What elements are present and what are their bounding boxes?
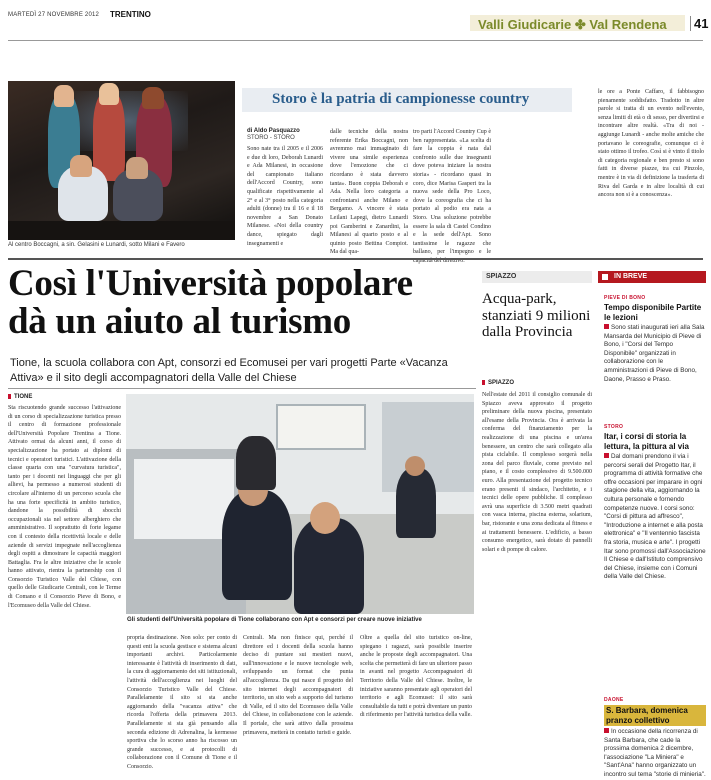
- article-column: propria destinazione. Non solo: per conto di questi enti la scuola gestisce e sistema alcuni importanti archivi. Particolarmente interessante è l'attività di inserimento di dati, la cura di aggiornamento dei siti istituzionali, l'attività dell'accoglienza nei luoghi del Consorzio Turistico Valle del Chiese. Parallelamente il sito si sta anche aggiornando della "vacanza attiva" che ricorda l'offerta della primavera 2013. Parallelamente si sta già pensando alla seconda edizione di Adrenalina, la kermesse sportiva che lo scorso anno ha riscosso un grande successo, e ai protocolli di collaborazione con il Comune di Tione e il Consorzio.: [127, 635, 237, 770]
- page-header: [0, 0, 711, 40]
- article-column: Centrali. Ma non finisce qui, perché il direttore ed i docenti della scuola hanno deciso di puntare sui mestieri nuovi, sull'innovazione e le nuove tecnologie web, sviluppando un format che punta all'accoglienza. Da qui nasce il progetto del sito internet degli accompagnatori di territorio, un sito web a supporto del turismo di Valle, ed il sito del Ecomuseo della Valle del Chiese, in collaborazione con le aziende. Il portale, che sarà attivo dalla prossima primavera, metterà in contatto turisti e guide.: [243, 635, 353, 736]
- article-column: Oltre a quella del sito turistico on-line, spiegano i ragazzi, sarà possibile inserire anche le proposte degli accompagnatori. Una scelta che permetterà di fare un ulteriore passo in avanti nel progetto Accompagnatori di Territorio della Valle del Chiese. Inoltre, le iniziative saranno presentate agli operatori del territorio e agli Ecomusei: il sito sarà consultabile da tutti e potrà diventare un punto di riferimento per l'attività turistica della valle.: [360, 635, 472, 719]
- student-figure: [236, 436, 276, 490]
- classroom-photo: [126, 394, 474, 614]
- photo-caption: Al centro Boccagni, a sin. Gelasini e Lunardi, sotto Milani e Favero: [8, 242, 185, 248]
- brief-text-body: In occasione della ricorrenza di Santa Barbara, che cade la prossima domenica 2 dicembre, l'associazione "La Miniera" e "Sant'Ana" hanno organizzato un incontro sul tema "storie di minieria".: [604, 728, 706, 778]
- brief-text-body: Sono stati inaugurati ieri alla Sala Mansarda del Municipio di Pieve di Bono, i "Corsi del Tempo Disponibile" organizzati in collaborazione con le amministrazioni di Pieve di Bono, Daone, Prasso e Praso.: [604, 324, 705, 383]
- brief-title: S. Barbara, domenica pranzo collettivo: [604, 705, 706, 726]
- subhead-rule: [8, 388, 476, 389]
- dancer-head: [126, 157, 148, 179]
- section-divider: [8, 258, 703, 260]
- dancer-head: [142, 87, 164, 109]
- headline-line: dà un aiuto al turismo: [8, 301, 351, 342]
- floor-shadow: [8, 221, 235, 240]
- brief-text: [604, 453, 706, 691]
- whiteboard: [276, 404, 366, 450]
- dateline: SPIAZZO: [482, 380, 514, 386]
- student-figure: [222, 490, 292, 600]
- byline-author: di Aldo Pasquazzo: [247, 128, 300, 134]
- article-column: le ore a Ponte Caffaro, il fabbisogno pienamente soddisfatto. Tradotto in altre parole si tratta di un evento nell'evento, senza limiti di età o di sesso, per divertirsi e incontrare altre realtà. «Tra di noi - aggiunge Lunardi - anche molte amiche che portavano le coreografie, comunque ci è stato ottimo il trofeo. Così si è vinto il titolo di categoria regionale e ben presto si sono fatti in diverse piazze, tra cui Pinzolo, mentre è in via di definizione la trasferta di Riva del Garda e in altre località di cui ancora non si è a conoscenza».: [598, 89, 704, 199]
- brief-title: Itar, i corsi di storia la lettura, la pittura al via: [604, 432, 689, 451]
- dateline: TIONE: [8, 394, 32, 400]
- side-story-label: [482, 271, 592, 283]
- brief-title: Tempo disponibile Partite le lezioni: [604, 303, 702, 322]
- square-bullet-icon: [604, 728, 609, 733]
- story-title-bar: [242, 88, 572, 112]
- square-bullet-icon: [604, 324, 609, 329]
- square-bullet-icon: [604, 453, 609, 458]
- dancer-head: [70, 155, 92, 177]
- article-column: tro parti l'Accord Country Cup è ben rappresentata. «La scelta di fare la coppia è nata dal confronto sulle due insegnanti dove poteva iniziare la nostra storia» - ricordano quasi in coro, dice Marisa Gasperi tra la nuova sede della Pro Loco, dove la coreografia che ci ha portato al podio era nata a Storo. Una soluzione potrebbe essere la sala di Castel Condino e la sede dell'Apt. Sono tantissime le ragazze che ballano, per l'impegno e le capacità del direttivo.: [413, 129, 491, 264]
- article-column: Nell'estate del 2011 il consiglio comunale di Spiazzo aveva approvato il progetto preliminare della nuova piscina, presentato all'esame della Provincia. Ora è arrivata la conferma del finanziamento per la realizzazione di una piscina e un'area benessere, un centro che sarà collegato alla pista ciclabile. Il complesso sorgerà nella zona del parco fluviale, come previsto nel piano, e il costo complessivo di 9.500.000 euro. Alla presentazione del progetto tecnico erano presenti il sindaco, l'architetto, e i tecnici delle opere pubbliche. Il complesso avrà una superficie di 3.500 metri quadrati con vasca interna, piscina esterna, solarium, bar, ristorante e una zona dedicata al fitness e ai trattamenti benessere. L'edificio, a basso consumo energetico, sarà dotato di pannelli solari e di pompe di calore.: [482, 392, 592, 553]
- section-name: TRENTINO: [110, 10, 151, 19]
- brief-kicker: STORO: [604, 424, 624, 430]
- brief-text: [604, 728, 706, 780]
- student-figure: [396, 468, 436, 538]
- dancer-head: [99, 83, 119, 105]
- monitor-screen: [134, 459, 234, 539]
- in-breve-title: IN BREVE: [614, 273, 648, 280]
- byline: [247, 128, 300, 141]
- student-head: [310, 502, 340, 534]
- side-headline: Acqua-park, stanziati 9 milioni dalla Provincia: [482, 291, 591, 340]
- photo-caption: Gli studenti dell'Università popolare di Tione collaborano con Apt e consorzi per creare nuove iniziative: [127, 617, 422, 623]
- square-icon: [602, 274, 608, 280]
- story-title: Storo è la patria di campionesse country: [272, 91, 530, 107]
- brief-text-body: Dal domani prendono il via i percorsi serali del Progetto Itar, il programma di attività formative che offre occasioni per imparare in ogni stagione della vita, aggiornando la cultura personale e fornendo competenze nuove. I corsi sono: "Corsi di pittura ad affresco", "Introduzione a internet e alla posta elettronica" e "Il ventennio fascista fra storia, musica e arte". I progetti Itar sono promossi dall'Associazione Il Chiese e dall'Istituto comprensivo del Chiese, insieme con i Comuni della Valle del Chiese.: [604, 453, 706, 581]
- article-column: Sono nate tra il 2005 e il 2006 e due di loro, Deborah Lunardi e Ada Milanesi, in occasione del campionato italiano dell'Accord Country, sono qualificate rispettivamente al 2° e al 3° posto nella categoria adulti (donne) tra il 16 e il 18 novembre a San Donato Milanese. «Noi della country dance, spiegato dagli insegnamenti e: [247, 146, 323, 247]
- article-column: Sta riscuotendo grande successo l'attivazione di un corso di specializzazione turistica presso il centro di formazione professionale dell'Università Popolare Trentina a Tione. Attivato ormai da alcuni anni, il corso di specializzazione ha portato ai diplomi di tecnici e operatori turistici. L'attivazione della classe quarta con una "curvatura turistica", tanto per i docenti nei linguaggi che per gli allievi, ha permesso a numerosi studenti di circolare all'interno di un percorso scuola che ha una forte specificità in ambito turistico, dandone la possibilità di sbocchi occupazionali sia nel settore alberghiero che amministrativo. Il soprattutto di forte legame con il contesto della ricettività locale e delle aziende di servizi impegnate nell'accoglienza degli ospiti a dimostrare le capacità maggiori Battaglia. Fra le altre iniziative che le scuole hanno attivato, rientra la partnership con il Consorzio Turistico Valle del Chiese, con quello delle Giudicarie Centrali, con le Terme di Comano e il Consorzio Pieve di Bono, e l'Ecomuseo della Valle del Chiese.: [8, 405, 121, 609]
- brief-kicker: DAONE: [604, 697, 624, 703]
- in-breve-header: [598, 271, 706, 283]
- page-number: 41: [690, 16, 708, 31]
- article-column: dalle tecniche della nostra referente Erika Boccagni, non avremmo mai immaginato di vivere una simile esperienza dove l'emozione che ci ricordano è stata davvero tanta». Buon coppia Deborah e Ada. Nella loro categoria a confrontarsi anche Milano e Bergamo. A vincere è stata Leilani Lapegi, dietro Lunardi poi Gamberini e Zanardini, la Milanesi al quarto posto e al quinto posto Bettina Compiot. Ma dal qua-: [330, 129, 408, 256]
- valley-title: Valli Giudicarie ✤ Val Rendena: [478, 17, 667, 32]
- main-headline: [8, 265, 478, 341]
- dancer-head: [54, 85, 74, 107]
- byline-location: STORO - STORO: [247, 135, 295, 141]
- header-rule: [8, 40, 703, 41]
- brief-text: [604, 324, 706, 416]
- headline-line: Così l'Università popolare: [8, 263, 413, 304]
- student-head: [405, 456, 425, 476]
- side-story-label-text: SPIAZZO: [486, 273, 517, 280]
- main-subhead: Tione, la scuola collabora con Apt, consorzi ed Ecomusei per vari progetti Parte «Vacanza Attiva» e il sito degli accompagnatori della Valle del Chiese: [10, 357, 448, 384]
- issue-date: MARTEDÌ 27 NOVEMBRE 2012: [8, 12, 100, 18]
- country-dancers-photo: [8, 81, 235, 240]
- brief-kicker: PIEVE DI BONO: [604, 295, 646, 301]
